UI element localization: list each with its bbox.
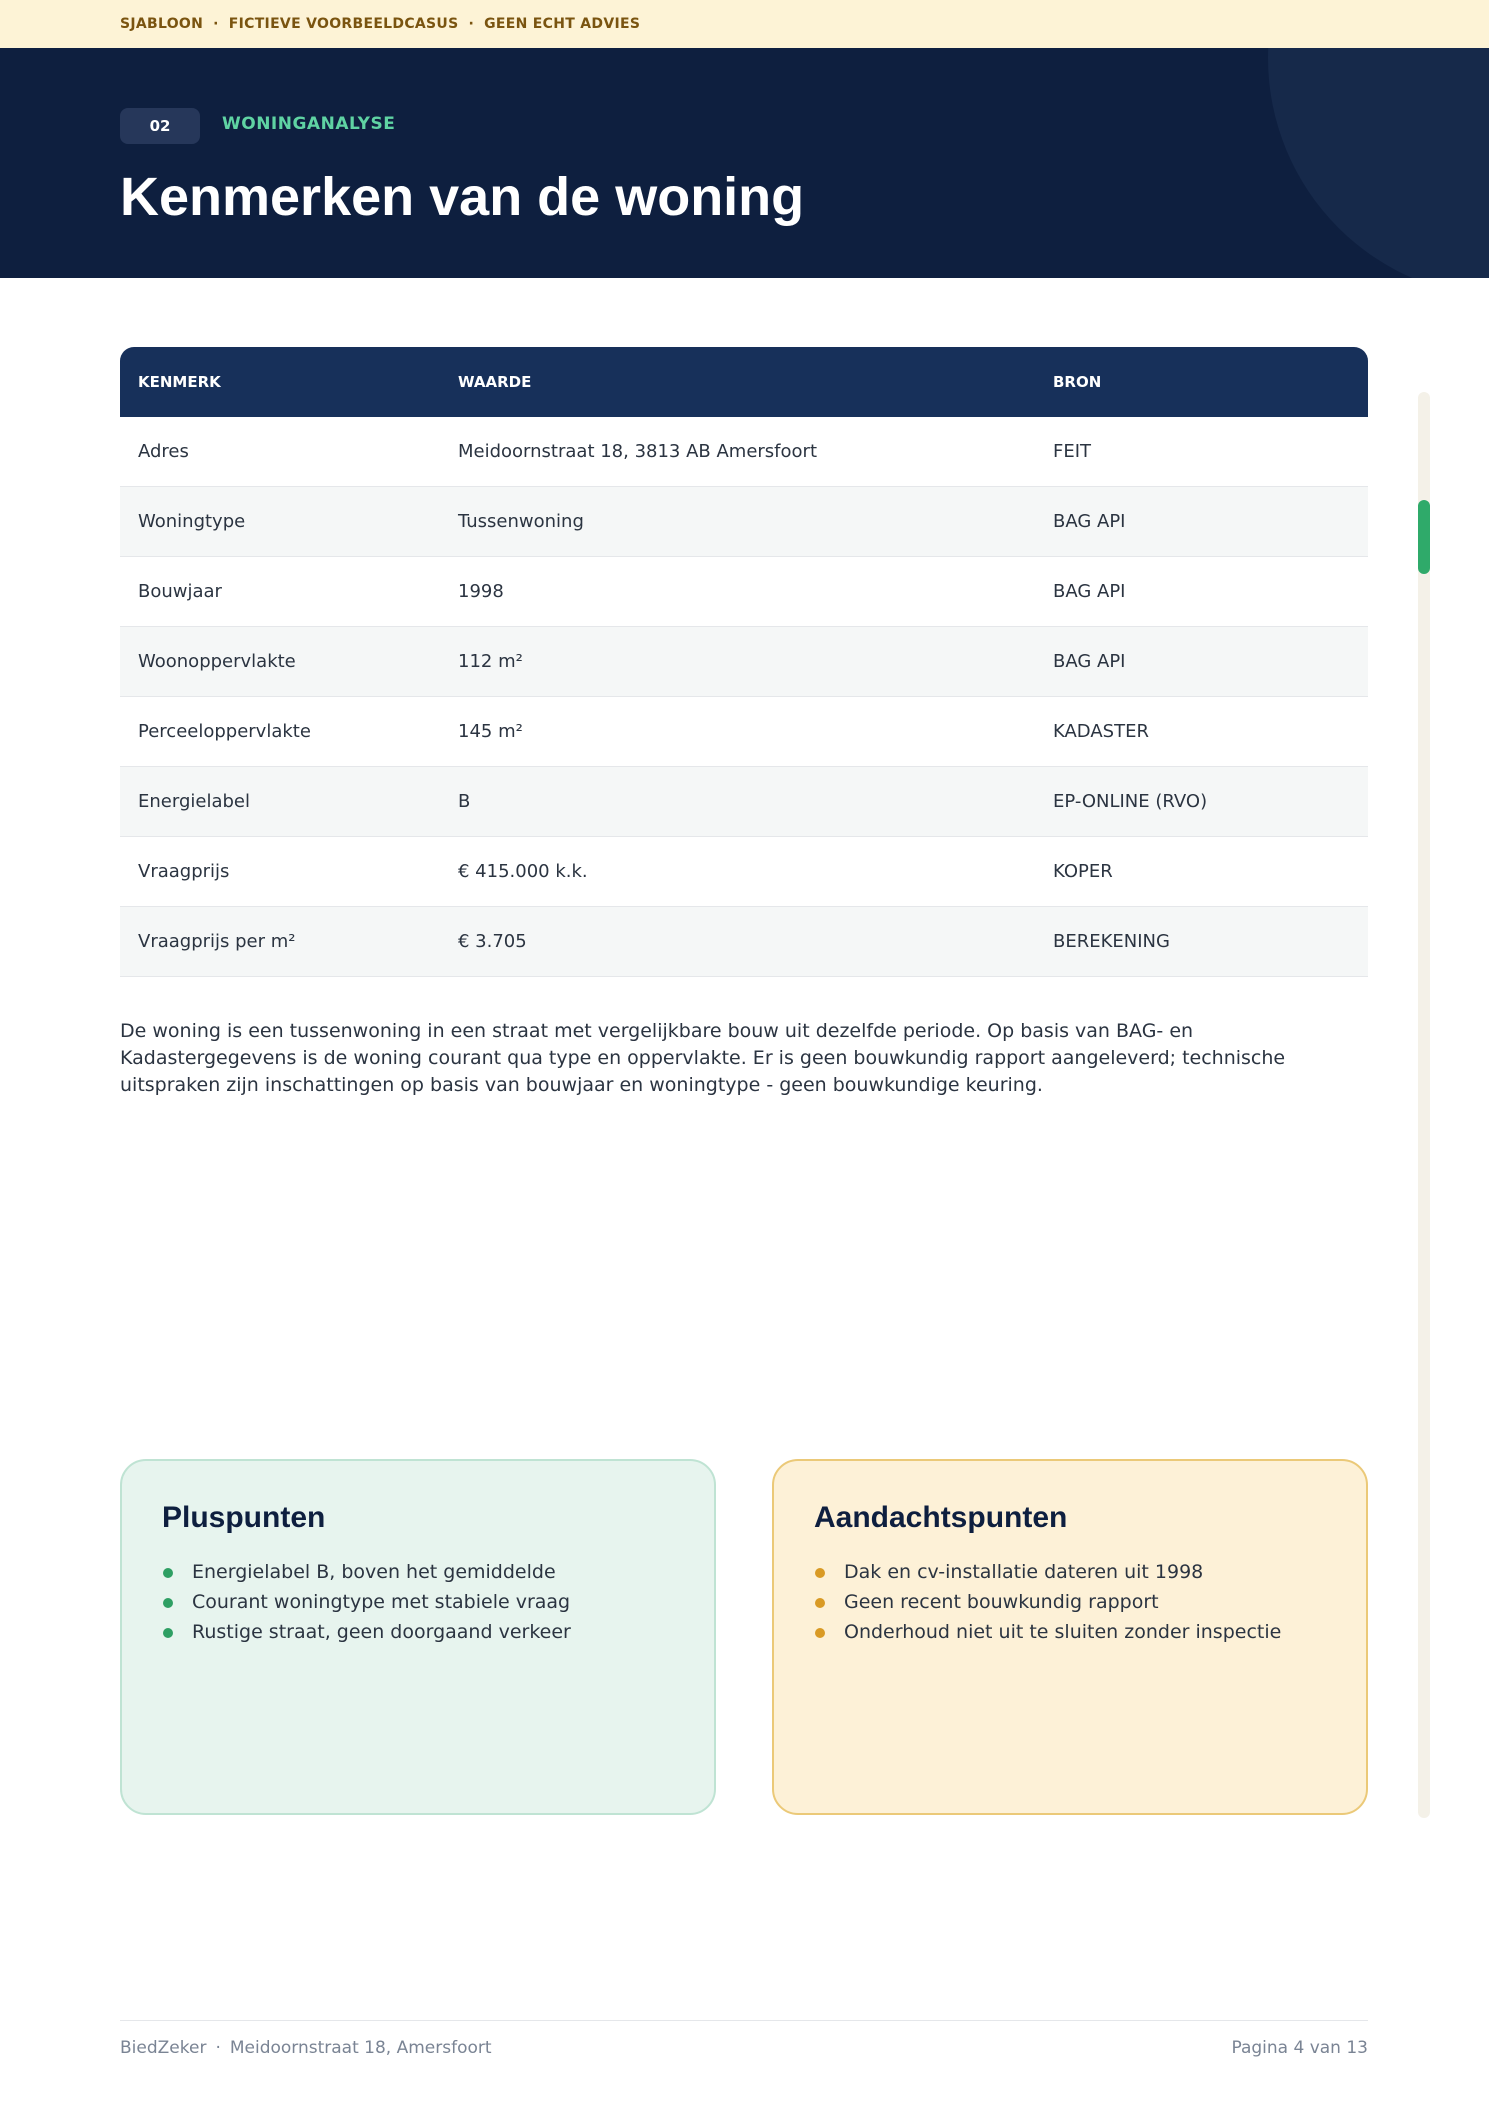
cell-kenmerk: Woningtype bbox=[138, 511, 246, 532]
footer-divider bbox=[120, 2020, 1368, 2021]
cell-bron: BAG API bbox=[1053, 651, 1126, 672]
disclaimer-separator: · bbox=[468, 16, 475, 32]
list-item-text: Energielabel B, boven het gemiddelde bbox=[192, 1561, 556, 1583]
disclaimer-no-advice: GEEN ECHT ADVIES bbox=[484, 16, 641, 32]
section-number-badge: 02 bbox=[120, 108, 200, 144]
cell-bron: KADASTER bbox=[1053, 721, 1149, 742]
disclaimer-separator: · bbox=[213, 16, 219, 32]
aandachtspunten-title: Aandachtspunten bbox=[814, 1501, 1068, 1534]
scrollbar-thumb[interactable] bbox=[1418, 500, 1430, 574]
table-row bbox=[120, 697, 1368, 767]
cell-bron: BEREKENING bbox=[1053, 931, 1170, 952]
table-row bbox=[120, 837, 1368, 907]
cell-bron: KOPER bbox=[1053, 861, 1113, 882]
cell-bron: FEIT bbox=[1053, 441, 1092, 462]
cell-bron: BAG API bbox=[1053, 581, 1126, 602]
cell-waarde: 145 m² bbox=[458, 721, 523, 742]
list-item bbox=[162, 1557, 674, 1587]
column-header-kenmerk: KENMERK bbox=[138, 373, 221, 391]
cell-kenmerk: Bouwjaar bbox=[138, 581, 222, 602]
list-item-text: Dak en cv-installatie dateren uit 1998 bbox=[844, 1561, 1204, 1583]
cell-bron: EP-ONLINE (RVO) bbox=[1053, 791, 1208, 812]
cell-kenmerk: Adres bbox=[138, 441, 189, 462]
footer-address: Meidoornstraat 18, Amersfoort bbox=[229, 2038, 492, 2058]
description-paragraph: De woning is een tussenwoning in een straat met vergelijkbare bouw uit dezelfde periode. Op basis van BAG- en Kadastergegevens is de woning courant qua type en oppervlakte. Er is geen bouwkundig rapport aangeleverd; technische uitspraken zijn inschattingen op basis van bouwjaar en woningtype - geen bouwkundige keuring. bbox=[120, 1020, 1286, 1096]
list-item-text: Onderhoud niet uit te sluiten zonder inspectie bbox=[844, 1621, 1282, 1643]
table-row bbox=[120, 627, 1368, 697]
decorative-circle bbox=[1268, 48, 1489, 278]
column-header-bron: BRON bbox=[1053, 373, 1102, 391]
list-item-text: Courant woningtype met stabiele vraag bbox=[192, 1591, 571, 1613]
features-table bbox=[120, 347, 1368, 977]
table-row bbox=[120, 767, 1368, 837]
table-row bbox=[120, 487, 1368, 557]
pluspunten-title: Pluspunten bbox=[162, 1501, 326, 1534]
list-item-text: Geen recent bouwkundig rapport bbox=[844, 1591, 1159, 1613]
bullet-dot-icon bbox=[815, 1628, 825, 1638]
page-number: Pagina 4 van 13 bbox=[1231, 2038, 1368, 2058]
cell-waarde: Meidoornstraat 18, 3813 AB Amersfoort bbox=[458, 441, 818, 462]
bullet-dot-icon bbox=[163, 1568, 173, 1578]
footer-brand: BiedZeker bbox=[120, 2038, 207, 2058]
list-item bbox=[162, 1617, 674, 1647]
cell-waarde: € 415.000 k.k. bbox=[458, 861, 588, 882]
table-row bbox=[120, 417, 1368, 487]
scrollbar-track[interactable] bbox=[1418, 392, 1430, 1818]
cell-waarde: 112 m² bbox=[458, 651, 523, 672]
disclaimer-fictitious: FICTIEVE VOORBEELDCASUS bbox=[228, 16, 459, 32]
cell-kenmerk: Vraagprijs bbox=[138, 861, 230, 882]
bullet-dot-icon bbox=[815, 1568, 825, 1578]
list-item bbox=[162, 1587, 674, 1617]
cell-waarde: € 3.705 bbox=[458, 931, 527, 952]
aandachtspunten-card bbox=[772, 1459, 1368, 1815]
cell-waarde: B bbox=[458, 791, 471, 812]
list-item bbox=[814, 1557, 1326, 1587]
page-header bbox=[0, 48, 1489, 278]
list-item bbox=[814, 1587, 1326, 1617]
table-row bbox=[120, 557, 1368, 627]
bullet-dot-icon bbox=[163, 1598, 173, 1608]
list-item bbox=[814, 1617, 1326, 1647]
bullet-dot-icon bbox=[815, 1598, 825, 1608]
cell-bron: BAG API bbox=[1053, 511, 1126, 532]
section-label: WONINGANALYSE bbox=[222, 114, 396, 134]
column-header-waarde: WAARDE bbox=[458, 373, 532, 391]
table-row bbox=[120, 907, 1368, 977]
disclaimer-bar bbox=[0, 0, 1489, 48]
bullet-dot-icon bbox=[163, 1628, 173, 1638]
cell-waarde: Tussenwoning bbox=[458, 511, 584, 532]
footer-separator: · bbox=[215, 2038, 221, 2058]
list-item-text: Rustige straat, geen doorgaand verkeer bbox=[192, 1621, 571, 1643]
cell-kenmerk: Woonoppervlakte bbox=[138, 651, 296, 672]
pluspunten-card bbox=[120, 1459, 716, 1815]
cell-kenmerk: Energielabel bbox=[138, 791, 250, 812]
pluspunten-list bbox=[162, 1557, 674, 1647]
cell-waarde: 1998 bbox=[458, 581, 504, 602]
disclaimer-template: SJABLOON bbox=[120, 16, 204, 32]
footer-info bbox=[120, 2038, 492, 2058]
table-header bbox=[120, 347, 1368, 417]
aandachtspunten-list bbox=[814, 1557, 1326, 1647]
cell-kenmerk: Perceeloppervlakte bbox=[138, 721, 311, 742]
page-title: Kenmerken van de woning bbox=[120, 167, 805, 227]
cell-kenmerk: Vraagprijs per m² bbox=[138, 931, 296, 952]
